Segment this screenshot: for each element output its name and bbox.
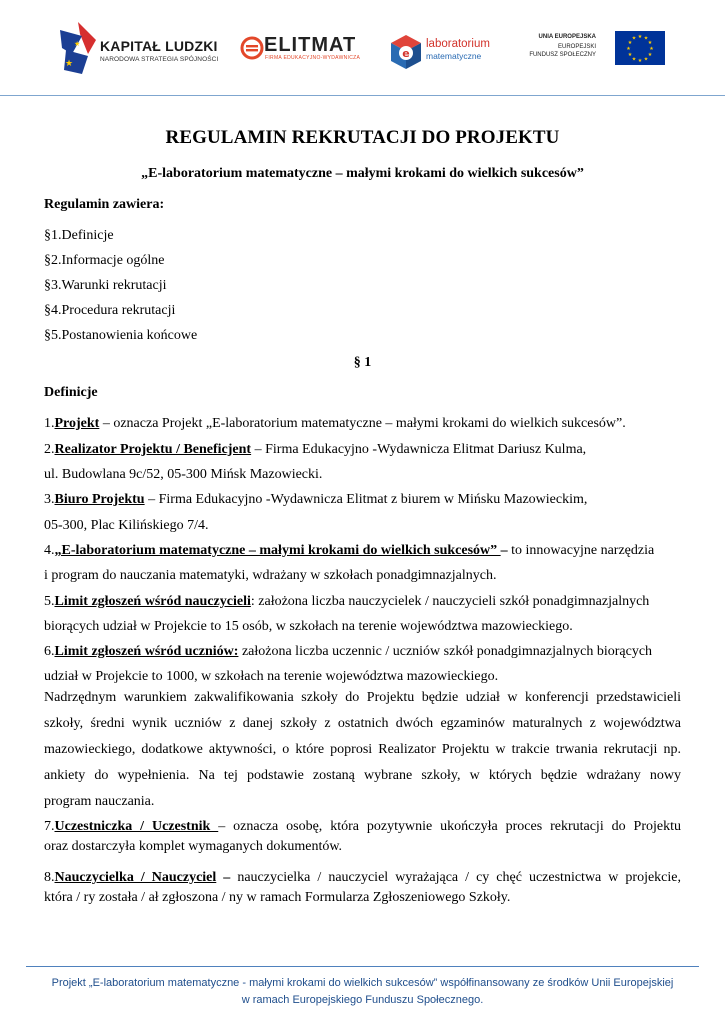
svg-text:★: ★ (637, 34, 643, 40)
definition-number: 8. (44, 870, 55, 885)
page-footer (0, 975, 725, 1009)
definition-term: Biuro Projektu (54, 492, 145, 507)
definition-text: – Firma Edukacyjno -Wydawnicza Elitmat Dariusz Kulma, (251, 442, 587, 457)
definition-term: Nauczycielka / Nauczyciel (54, 870, 217, 885)
laboratorium-line2: matematyczne (426, 51, 482, 61)
condition-line: szkoły, średni wynik uczniów z danej szkoły z ostatnich dwóch egzaminów maturalnych z województwa (44, 716, 681, 731)
definition-text: to innowacyjne narzędzia (507, 543, 655, 558)
laboratorium-logo (390, 32, 500, 72)
definition-term: „E-laboratorium matematyczne – małymi krokami do wielkich sukcesów” (54, 543, 501, 558)
definition-dash: – (500, 543, 508, 558)
laboratorium-badge-letter: e (402, 47, 410, 60)
svg-text:★: ★ (627, 52, 633, 58)
definition-2-line2: ul. Budowlana 9c/52, 05-300 Mińsk Mazowiecki. (44, 467, 323, 482)
definition-term: Realizator Projektu / Beneficjent (54, 442, 252, 457)
kapital-ludzki-subtitle: NARODOWA STRATEGIA SPÓJNOŚCI (100, 56, 219, 63)
definition-2 (44, 442, 586, 458)
definition-7 (44, 819, 681, 835)
section-sign: § 1 (353, 355, 372, 370)
definition-6 (44, 644, 652, 660)
svg-text:★: ★ (649, 46, 654, 52)
toc-item: §2.Informacje ogólne (44, 253, 165, 268)
definition-term: Limit zgłoszeń wśród uczniów: (54, 644, 239, 659)
svg-text:★: ★ (637, 58, 643, 64)
document-subtitle: „E-laboratorium matematyczne – małymi krokami do wielkich sukcesów” (141, 166, 584, 181)
condition-line: ankiety do wypełnienia. Na tej podstawie zostaną wybrane szkoły, w których będzie wdrażany nowy (44, 768, 681, 783)
svg-text:★: ★ (643, 35, 649, 42)
svg-text:★: ★ (627, 40, 633, 46)
laboratorium-cube-icon (390, 34, 422, 70)
definition-text: – Firma Edukacyjno -Wydawnicza Elitmat z biurem w Mińsku Mazowieckim, (144, 492, 588, 507)
svg-text:★: ★ (647, 52, 653, 58)
definition-5 (44, 594, 649, 610)
footer-line1: Projekt „E-laboratorium matematyczne - małymi krokami do wielkich sukcesów” współfinansowany ze środków Unii Europejskiej (51, 977, 674, 989)
definition-8 (44, 870, 681, 886)
definition-text: – oznacza osobę, która pozytywnie ukończyła proces rekrutacji do Projektu (218, 819, 681, 834)
eu-logo (529, 30, 673, 70)
definition-3-line2: 05-300, Plac Kilińskiego 7/4. (44, 518, 209, 533)
definition-number: 1. (44, 416, 55, 431)
definition-number: 7. (44, 819, 55, 834)
elitmat-emblem-icon (240, 36, 264, 60)
kapital-ludzki-emblem-icon (58, 20, 98, 76)
definition-1 (44, 416, 626, 432)
eu-line3: FUNDUSZ SPOŁECZNY (529, 52, 596, 58)
header-divider (0, 95, 725, 96)
definition-dash: – (216, 870, 231, 885)
definition-text: : założona liczba nauczycielek / nauczycieli szkół ponadgimnazjalnych (250, 594, 650, 609)
svg-text:★: ★ (647, 40, 653, 46)
svg-text:★: ★ (631, 56, 637, 63)
definition-text: założona liczba uczennic / uczniów szkół ponadgimnazjalnych biorących (238, 644, 653, 659)
definition-8-line2: która / ry została / ał zgłoszona / ny w ramach Formularza Zgłoszeniowego Szkoły. (44, 890, 511, 905)
elitmat-name: ELITMAT (264, 34, 357, 56)
svg-text:★: ★ (631, 35, 637, 42)
page-header (0, 0, 725, 96)
definition-7-line2: oraz dostarczyła komplet wymaganych dokumentów. (44, 839, 343, 854)
kapital-ludzki-logo (58, 20, 233, 76)
definition-number: 3. (44, 492, 55, 507)
svg-text:★: ★ (74, 40, 81, 48)
definition-3 (44, 492, 587, 508)
svg-text:★: ★ (643, 56, 649, 63)
eu-line1: UNIA EUROPEJSKA (538, 34, 596, 40)
footer-divider (26, 966, 699, 967)
definition-number: 5. (44, 594, 55, 609)
section-title: Definicje (44, 385, 98, 400)
eu-flag-icon (615, 31, 665, 65)
laboratorium-line1: laboratorium (426, 38, 490, 50)
toc-item: §4.Procedura rekrutacji (44, 303, 176, 318)
definition-term: Projekt (54, 416, 100, 431)
definition-text: nauczycielka / nauczyciel wyrażająca / cy chęć uczestnictwa w projekcie, (230, 870, 681, 885)
footer-line2: w ramach Europejskiego Funduszu Społecznego. (241, 994, 484, 1006)
eu-line2: EUROPEJSKI (557, 44, 596, 50)
definition-number: 6. (44, 644, 55, 659)
condition-line: Nadrzędnym warunkiem zakwalifikowania szkoły do Projektu będzie udział w konferencji przedstawicieli (44, 690, 681, 705)
elitmat-tagline: FIRMA EDUKACYJNO-WYDAWNICZA (265, 55, 361, 61)
definition-4-line2: i program do nauczania matematyki, wdrażany w szkołach ponadgimnazjalnych. (44, 568, 497, 583)
kapital-ludzki-title: KAPITAŁ LUDZKI (100, 38, 218, 54)
definition-5-line2: biorących udział w Projekcie to 15 osób, w szkołach na terenie województwa mazowieckiego. (44, 619, 573, 634)
toc-item: §3.Warunki rekrutacji (44, 278, 167, 293)
condition-line: mazowieckiego, dodatkowe aktywności, o które poprosi Realizator Projektu w trakcie trwania rekrutacji np. (44, 742, 681, 757)
condition-line: program nauczania. (44, 794, 155, 809)
definition-number: 4. (44, 543, 55, 558)
svg-text:★: ★ (65, 59, 74, 69)
toc-item: §5.Postanowienia końcowe (44, 328, 198, 343)
definition-number: 2. (44, 442, 55, 457)
toc-label: Regulamin zawiera: (44, 197, 165, 212)
definition-text: – oznacza Projekt „E-laboratorium matematyczne – małymi krokami do wielkich sukcesów”. (99, 416, 626, 431)
toc-item: §1.Definicje (44, 228, 114, 243)
definition-term: Uczestniczka / Uczestnik (54, 819, 219, 834)
elitmat-logo (240, 34, 365, 66)
document-title: REGULAMIN REKRUTACJI DO PROJEKTU (165, 127, 560, 148)
svg-text:★: ★ (626, 46, 631, 52)
definition-term: Limit zgłoszeń wśród nauczycieli (54, 594, 251, 609)
definition-6-line2: udział w Projekcie to 1000, w szkołach na terenie województwa mazowieckiego. (44, 669, 499, 684)
definition-4 (44, 543, 654, 559)
